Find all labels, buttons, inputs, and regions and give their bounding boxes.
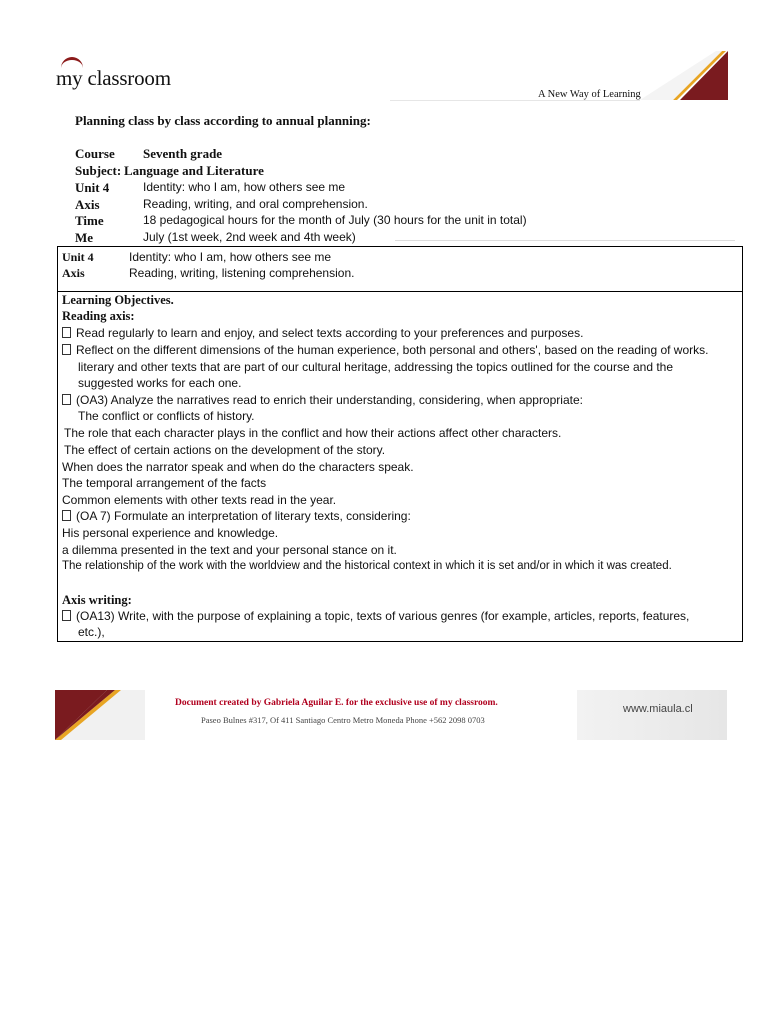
footer-credit: Document created by Gabriela Aguilar E. for the exclusive use of my classroom. bbox=[175, 698, 498, 708]
divider bbox=[395, 240, 735, 241]
list-item: suggested works for each one. bbox=[78, 376, 242, 390]
footer bbox=[55, 690, 727, 740]
list-item: The effect of certain actions on the development of the story. bbox=[64, 443, 386, 457]
checkbox-glyph-icon bbox=[62, 327, 71, 338]
time-label: Time bbox=[75, 213, 104, 228]
axis-value: Reading, writing, and oral comprehension. bbox=[143, 197, 368, 211]
list-item: (OA 7) Formulate an interpretation of literary texts, considering: bbox=[62, 509, 411, 523]
objectives-heading: Learning Objectives. bbox=[62, 293, 174, 307]
logo: my classroom bbox=[56, 66, 171, 90]
list-item: The relationship of the work with the worldview and the historical context in which it is set and/or in which it was created. bbox=[62, 560, 672, 572]
list-item: The role that each character plays in the conflict and how their actions affect other characters. bbox=[64, 426, 562, 440]
footer-corner-graphic bbox=[55, 690, 145, 740]
header-corner-graphic bbox=[640, 51, 728, 100]
subject-label: Subject: bbox=[75, 163, 122, 178]
checkbox-glyph-icon bbox=[62, 510, 71, 521]
table-axis-value: Reading, writing, listening comprehension. bbox=[129, 266, 355, 280]
objectives-table bbox=[57, 246, 743, 642]
table-divider bbox=[58, 291, 742, 292]
unit-value: Identity: who I am, how others see me bbox=[143, 180, 346, 194]
footer-url-panel bbox=[577, 690, 727, 740]
writing-heading: Axis writing: bbox=[62, 593, 132, 607]
subject-value: Language and Literature bbox=[124, 163, 264, 178]
axis-label: Axis bbox=[75, 197, 100, 212]
list-item: The conflict or conflicts of history. bbox=[78, 409, 255, 423]
footer-url[interactable]: www.miaula.cl bbox=[623, 703, 693, 715]
reading-heading: Reading axis: bbox=[62, 309, 135, 323]
list-item: Common elements with other texts read in the year. bbox=[62, 493, 337, 507]
checkbox-glyph-icon bbox=[62, 394, 71, 405]
header-rule bbox=[390, 100, 640, 101]
list-item: (OA13) Write, with the purpose of explaining a topic, texts of various genres (for example, articles, reports, features, bbox=[62, 609, 689, 623]
course-value: Seventh grade bbox=[143, 146, 223, 161]
list-item: Read regularly to learn and enjoy, and select texts according to your preferences and purposes. bbox=[62, 326, 583, 340]
checkbox-glyph-icon bbox=[62, 610, 71, 621]
time-value: 18 pedagogical hours for the month of July (30 hours for the unit in total) bbox=[143, 213, 527, 227]
checkbox-glyph-icon bbox=[62, 344, 71, 355]
list-item: Reflect on the different dimensions of the human experience, both personal and others', based on the reading of works. bbox=[62, 343, 708, 357]
me-label: Me bbox=[75, 230, 94, 245]
list-item: literary and other texts that are part of our cultural heritage, addressing the topics outlined for the course and the bbox=[78, 360, 674, 374]
page-title: Planning class by class according to annual planning: bbox=[75, 113, 371, 128]
list-item: (OA3) Analyze the narratives read to enrich their understanding, considering, when appropriate: bbox=[62, 393, 583, 407]
list-item: a dilemma presented in the text and your personal stance on it. bbox=[62, 543, 397, 557]
course-label: Course bbox=[75, 146, 115, 161]
list-item: The temporal arrangement of the facts bbox=[62, 476, 267, 490]
table-axis-label: Axis bbox=[62, 266, 85, 280]
table-unit-label: Unit 4 bbox=[62, 250, 94, 264]
table-unit-value: Identity: who I am, how others see me bbox=[129, 250, 332, 264]
unit-label: Unit 4 bbox=[75, 180, 110, 195]
list-item: His personal experience and knowledge. bbox=[62, 526, 279, 540]
me-value: July (1st week, 2nd week and 4th week) bbox=[143, 230, 356, 244]
footer-address: Paseo Bulnes #317, Of 411 Santiago Centro Metro Moneda Phone +562 2098 0703 bbox=[201, 715, 485, 725]
tagline: A New Way of Learning bbox=[538, 89, 641, 100]
list-item: When does the narrator speak and when do the characters speak. bbox=[62, 460, 414, 474]
list-item: etc.), bbox=[78, 625, 105, 639]
